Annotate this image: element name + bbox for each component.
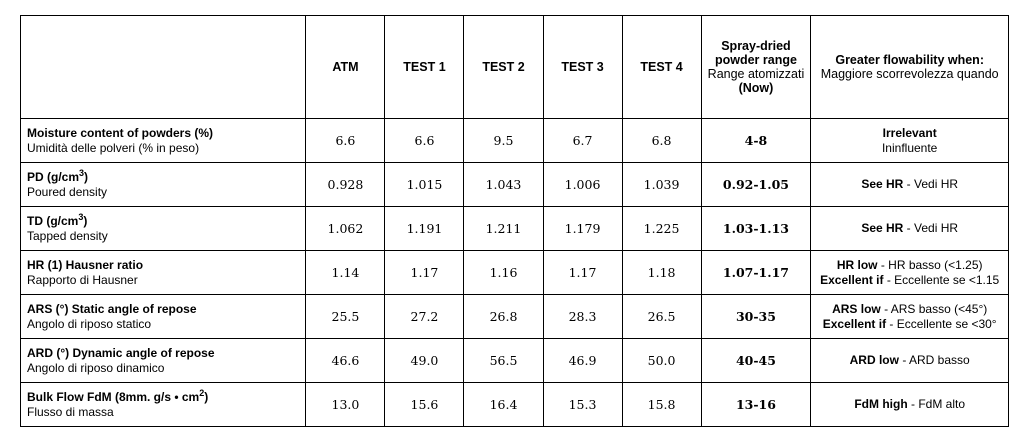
cell-range: 30-35 (701, 295, 811, 339)
condition-line (817, 273, 1002, 288)
row-label-en: PD $(g/cm^3)$ (27, 167, 89, 184)
condition-text: - HR basso (<1.25) (877, 257, 983, 272)
cell-range: 1.07-1.17 (701, 251, 811, 295)
table-row (21, 295, 1009, 339)
condition-line (817, 177, 1002, 192)
cell-flowability-condition (811, 207, 1009, 251)
cell-range: 13-16 (701, 383, 811, 427)
condition-bold: Irrelevant (882, 125, 937, 140)
cell-flowability-condition (811, 339, 1009, 383)
powder-properties-table (20, 15, 1009, 427)
condition-line (817, 221, 1002, 236)
header-atm: ATM (306, 16, 385, 119)
table-row (21, 339, 1009, 383)
row-label (21, 163, 306, 207)
row-label (21, 339, 306, 383)
condition-line (817, 353, 1002, 368)
cell-test4: 6.8 (622, 119, 701, 163)
header-range-en: Spray-dried powder range (714, 39, 797, 67)
cell-flowability-condition (811, 295, 1009, 339)
cell-test1: 1.191 (385, 207, 464, 251)
table-row (21, 163, 1009, 207)
condition-bold: ARS low (832, 301, 881, 316)
cell-atm: 6.6 (306, 119, 385, 163)
header-test4: TEST 4 (622, 16, 701, 119)
row-label (21, 251, 306, 295)
cell-test4: 26.5 (622, 295, 701, 339)
row-label-en: Bulk Flow FdM (8mm. g/s • $cm^2$) (27, 387, 209, 404)
header-range-now: (Now) (738, 81, 774, 95)
header-flow-it: Maggiore scorrevolezza quando (820, 67, 999, 81)
cell-range: 0.92-1.05 (701, 163, 811, 207)
row-label-en: Moisture content of powders (%) (27, 125, 213, 140)
cell-test1: 1.015 (385, 163, 464, 207)
table-row (21, 251, 1009, 295)
cell-test2: 16.4 (464, 383, 543, 427)
row-label (21, 295, 306, 339)
condition-text: - Eccellente se <30° (886, 316, 997, 331)
table-row (21, 119, 1009, 163)
condition-bold: ARD low (849, 353, 899, 367)
condition-bold: Excellent if (822, 316, 887, 331)
cell-test3: 15.3 (543, 383, 622, 427)
header-test1: TEST 1 (385, 16, 464, 119)
table-row (21, 383, 1009, 427)
table-row (21, 207, 1009, 251)
condition-bold: FdM high (854, 397, 908, 411)
cell-test4: 1.039 (622, 163, 701, 207)
condition-text: - ARD basso (898, 353, 970, 367)
header-test3: TEST 3 (543, 16, 622, 119)
cell-flowability-condition (811, 383, 1009, 427)
row-label-en: TD $(g/cm^3)$ (27, 211, 88, 228)
cell-test2: 56.5 (464, 339, 543, 383)
cell-test1: 6.6 (385, 119, 464, 163)
condition-line (817, 302, 1002, 317)
condition-text: - FdM alto (907, 397, 966, 411)
row-label-it: Rapporto di Hausner (27, 272, 138, 287)
cell-atm: 13.0 (306, 383, 385, 427)
cell-test1: 1.17 (385, 251, 464, 295)
cell-range: 1.03-1.13 (701, 207, 811, 251)
cell-flowability-condition (811, 251, 1009, 295)
condition-bold: HR low (836, 257, 878, 272)
header-range-it: Range atomizzati (707, 67, 805, 81)
condition-bold: See HR (861, 177, 904, 191)
cell-test1: 27.2 (385, 295, 464, 339)
condition-text: - Vedi HR (903, 177, 959, 191)
cell-test1: 15.6 (385, 383, 464, 427)
condition-line (817, 317, 1002, 332)
row-label-it: Poured density (27, 184, 108, 199)
cell-test4: 50.0 (622, 339, 701, 383)
cell-test2: 1.211 (464, 207, 543, 251)
row-label-it: Flusso di massa (27, 404, 114, 419)
row-label-it: Angolo di riposo statico (27, 316, 152, 331)
condition-line (817, 141, 1002, 156)
cell-test2: 1.16 (464, 251, 543, 295)
condition-text: - Eccellente se <1.15 (883, 272, 1000, 287)
condition-text: Ininfluente (881, 140, 938, 155)
row-label-it: Tapped density (27, 228, 108, 243)
header-range (701, 16, 811, 119)
row-label-en: ARD (°) Dynamic angle of repose (27, 345, 215, 360)
header-row (21, 16, 1009, 119)
row-label-it: Angolo di riposo dinamico (27, 360, 165, 375)
cell-atm: 0.928 (306, 163, 385, 207)
row-label-en: ARS (°) Static angle of repose (27, 301, 197, 316)
cell-test3: 28.3 (543, 295, 622, 339)
cell-test2: 1.043 (464, 163, 543, 207)
cell-test4: 15.8 (622, 383, 701, 427)
cell-atm: 46.6 (306, 339, 385, 383)
row-label-en: HR (1) Hausner ratio (27, 257, 144, 272)
cell-test4: 1.225 (622, 207, 701, 251)
cell-test3: 6.7 (543, 119, 622, 163)
row-label (21, 119, 306, 163)
condition-line (817, 258, 1002, 273)
row-label (21, 207, 306, 251)
row-label-it: Umidità delle polveri (% in peso) (27, 140, 200, 155)
cell-flowability-condition (811, 163, 1009, 207)
cell-range: 4-8 (701, 119, 811, 163)
condition-line (817, 126, 1002, 141)
cell-test1: 49.0 (385, 339, 464, 383)
cell-atm: 1.14 (306, 251, 385, 295)
cell-atm: 25.5 (306, 295, 385, 339)
cell-atm: 1.062 (306, 207, 385, 251)
cell-test4: 1.18 (622, 251, 701, 295)
header-flow-en: Greater flowability when: (835, 53, 984, 67)
condition-line (817, 397, 1002, 412)
cell-test3: 1.17 (543, 251, 622, 295)
header-empty-cell (21, 16, 306, 119)
cell-test3: 46.9 (543, 339, 622, 383)
header-flowability (811, 16, 1009, 119)
cell-flowability-condition (811, 119, 1009, 163)
cell-test3: 1.179 (543, 207, 622, 251)
cell-range: 40-45 (701, 339, 811, 383)
condition-text: - ARS basso (<45°) (880, 301, 988, 316)
header-test2: TEST 2 (464, 16, 543, 119)
cell-test2: 9.5 (464, 119, 543, 163)
condition-bold: See HR (861, 221, 904, 235)
condition-text: - Vedi HR (903, 221, 959, 235)
condition-bold: Excellent if (820, 272, 884, 287)
cell-test2: 26.8 (464, 295, 543, 339)
cell-test3: 1.006 (543, 163, 622, 207)
row-label (21, 383, 306, 427)
